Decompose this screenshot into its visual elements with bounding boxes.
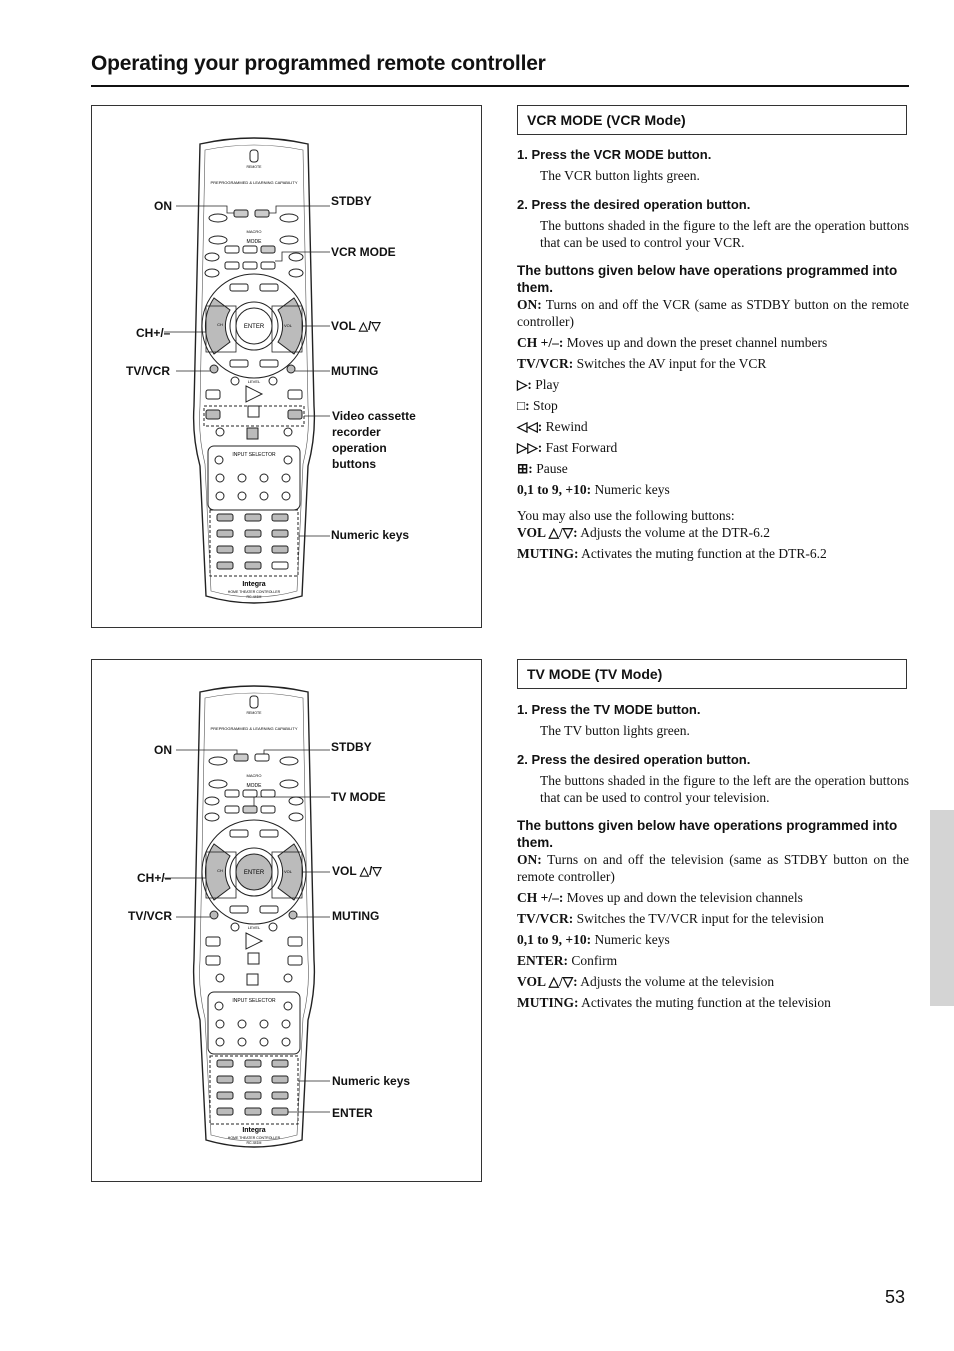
vcr-item-key: ⊞: bbox=[517, 461, 533, 476]
tv-item-desc: Confirm bbox=[568, 953, 618, 968]
vcr-item-key: ▷: bbox=[517, 377, 532, 392]
callout-numeric-tv: Numeric keys bbox=[332, 1074, 411, 1088]
remote-capability-text-tv: PREPROGRAMMED & LEARNING CAPABILITY bbox=[210, 726, 298, 731]
vcr-step2: 2. Press the desired operation button. bbox=[517, 197, 751, 212]
vcr-item-key: CH +/–: bbox=[517, 335, 564, 350]
tv-step2: 2. Press the desired operation button. bbox=[517, 752, 751, 767]
tv-remote-figure bbox=[91, 659, 482, 1182]
vcr-item-desc: Numeric keys bbox=[591, 482, 670, 497]
tv-item-desc: Adjusts the volume at the television bbox=[577, 974, 775, 989]
callout-numeric: Numeric keys bbox=[331, 528, 410, 542]
callout-vcr-ops-line1: Video cassette bbox=[332, 409, 416, 423]
model-text-tv: HOME THEATER CONTROLLER bbox=[227, 1136, 281, 1140]
callout-enter-tv: ENTER bbox=[332, 1106, 373, 1120]
enter-label-tv: ENTER bbox=[243, 870, 265, 876]
vcr-item-desc: Turns on and off the VCR (same as STDBY button on the remote controller) bbox=[517, 297, 909, 329]
callout-vcr-mode: VCR MODE bbox=[331, 245, 396, 259]
callout-ch: CH+/– bbox=[136, 326, 171, 340]
tv-programmed-heading: The buttons given below have operations programmed into them. bbox=[517, 818, 898, 850]
tv-item-key: ENTER: bbox=[517, 953, 569, 968]
callout-ch-tv: CH+/– bbox=[137, 871, 172, 885]
vcr-step1: 1. Press the VCR MODE button. bbox=[517, 147, 712, 162]
vcr-item bbox=[517, 418, 909, 435]
vcr-item-key: 0,1 to 9, +10: bbox=[517, 482, 592, 497]
tv-item-desc: Switches the TV/VCR input for the television bbox=[573, 911, 824, 926]
page-title: Operating your programmed remote controller bbox=[91, 52, 546, 75]
callout-vcr-ops-line3: operation bbox=[332, 441, 387, 455]
vcr-programmed-heading: The buttons given below have operations programmed into them. bbox=[517, 263, 898, 295]
tv-item bbox=[517, 973, 909, 990]
vcr-item bbox=[517, 439, 909, 456]
vcr-also-item bbox=[517, 524, 909, 541]
tv-item-desc: Moves up and down the television channels bbox=[563, 890, 803, 905]
vcr-item-desc: Rewind bbox=[542, 419, 588, 434]
model-number-text-tv: RC-441M bbox=[246, 1141, 262, 1145]
svg-text:LEVEL: LEVEL bbox=[247, 379, 261, 384]
svg-text:MACRO: MACRO bbox=[246, 229, 262, 234]
vcr-also-items-list bbox=[517, 524, 909, 562]
vcr-item-desc: Fast Forward bbox=[542, 440, 618, 455]
vcr-also-item-key: VOL △/▽: bbox=[517, 525, 578, 540]
tv-item-desc: Numeric keys bbox=[591, 932, 670, 947]
vcr-remote-figure bbox=[91, 105, 482, 628]
vcr-item-desc: Switches the AV input for the VCR bbox=[573, 356, 767, 371]
vcr-items-list bbox=[517, 296, 909, 498]
vcr-item-key: ▷▷: bbox=[517, 440, 543, 455]
vcr-item bbox=[517, 397, 909, 414]
callout-stdby-tv: STDBY bbox=[331, 740, 372, 754]
tv-item bbox=[517, 910, 909, 927]
tv-step2-note: The buttons shaded in the figure to the left are the operation buttons that can be used to control your television. bbox=[540, 773, 909, 805]
tv-item bbox=[517, 931, 909, 948]
vcr-also-item-key: MUTING: bbox=[517, 546, 579, 561]
callout-vol-tv: VOL △/▽ bbox=[332, 864, 382, 878]
model-number-text: RC-441M bbox=[246, 595, 262, 599]
tv-item bbox=[517, 994, 909, 1011]
callout-vcr-ops bbox=[332, 408, 416, 472]
vcr-item bbox=[517, 334, 909, 351]
vcr-section-body bbox=[517, 146, 909, 562]
callout-muting: MUTING bbox=[331, 364, 379, 378]
vcr-also-text: You may also use the following buttons: bbox=[517, 508, 735, 523]
title-rule bbox=[91, 85, 909, 87]
vcr-item-desc: Moves up and down the preset channel numbers bbox=[563, 335, 828, 350]
tv-step1-note: The TV button lights green. bbox=[540, 723, 690, 738]
brand-logo-tv: Integra bbox=[242, 1127, 266, 1134]
vcr-item-key: ON: bbox=[517, 297, 542, 312]
vcr-item-key: TV/VCR: bbox=[517, 356, 574, 371]
callout-vol: VOL △/▽ bbox=[331, 319, 381, 333]
vcr-step1-note: The VCR button lights green. bbox=[540, 168, 700, 183]
callout-stdby: STDBY bbox=[331, 194, 372, 208]
svg-text:LEVEL: LEVEL bbox=[247, 925, 261, 930]
vcr-item-key: ◁◁: bbox=[517, 419, 543, 434]
tv-item bbox=[517, 952, 909, 969]
svg-text:CH: CH bbox=[217, 868, 223, 873]
tv-item-key: ON: bbox=[517, 852, 542, 867]
brand-logo: Integra bbox=[242, 581, 266, 588]
remote-capability-text: PREPROGRAMMED & LEARNING CAPABILITY bbox=[210, 180, 298, 185]
tv-section-body bbox=[517, 701, 909, 1011]
page-number: 53 bbox=[885, 1287, 906, 1307]
vcr-item bbox=[517, 481, 909, 498]
vcr-item-desc: Pause bbox=[532, 461, 568, 476]
callout-tv-vcr-tv: TV/VCR bbox=[128, 909, 173, 923]
callout-on-tv: ON bbox=[154, 743, 172, 757]
tv-item-key: 0,1 to 9, +10: bbox=[517, 932, 592, 947]
tv-item-desc: Activates the muting function at the television bbox=[578, 995, 831, 1010]
mode-label: MODE bbox=[246, 239, 262, 245]
vol-label-tv: VOL bbox=[283, 869, 293, 874]
vcr-item-desc: Play bbox=[531, 377, 560, 392]
svg-text:MACRO: MACRO bbox=[246, 773, 262, 778]
mode-label-tv: MODE bbox=[246, 783, 262, 789]
callout-muting-tv: MUTING bbox=[332, 909, 380, 923]
vcr-item bbox=[517, 355, 909, 372]
vcr-step2-note: The buttons shaded in the figure to the left are the operation buttons that can be used to control your VCR. bbox=[540, 218, 909, 250]
vcr-also-item-desc: Activates the muting function at the DTR-6.2 bbox=[578, 546, 827, 561]
tv-step1: 1. Press the TV MODE button. bbox=[517, 702, 701, 717]
input-selector-label: INPUT SELECTOR bbox=[232, 452, 276, 458]
side-tab bbox=[930, 810, 954, 1006]
vol-label: VOL bbox=[283, 323, 293, 328]
vcr-item bbox=[517, 376, 909, 393]
vcr-section-heading: VCR MODE (VCR Mode) bbox=[517, 105, 907, 135]
vcr-item bbox=[517, 460, 909, 477]
callout-tv-vcr: TV/VCR bbox=[126, 364, 171, 378]
vcr-item-desc: Stop bbox=[529, 398, 558, 413]
svg-text:REMOTE: REMOTE bbox=[246, 165, 262, 169]
callout-vcr-ops-line2: recorder bbox=[332, 425, 381, 439]
input-selector-label-tv: INPUT SELECTOR bbox=[232, 998, 276, 1004]
vcr-item bbox=[517, 296, 909, 330]
tv-items-list bbox=[517, 851, 909, 1011]
callout-vcr-ops-line4: buttons bbox=[332, 457, 376, 471]
vcr-item-key: □: bbox=[517, 398, 530, 413]
svg-text:REMOTE: REMOTE bbox=[246, 711, 262, 715]
tv-item-desc: Turns on and off the television (same as STDBY button on the remote controller) bbox=[517, 852, 909, 884]
vcr-also-item-desc: Adjusts the volume at the DTR-6.2 bbox=[577, 525, 770, 540]
tv-item-key: MUTING: bbox=[517, 995, 579, 1010]
vcr-also-item bbox=[517, 545, 909, 562]
tv-section-heading: TV MODE (TV Mode) bbox=[517, 659, 907, 689]
tv-item bbox=[517, 889, 909, 906]
callout-tv-mode: TV MODE bbox=[331, 790, 386, 804]
enter-label: ENTER bbox=[243, 324, 265, 330]
tv-item-key: VOL △/▽: bbox=[517, 974, 578, 989]
tv-item-key: TV/VCR: bbox=[517, 911, 574, 926]
tv-item bbox=[517, 851, 909, 885]
model-text: HOME THEATER CONTROLLER bbox=[227, 590, 281, 594]
svg-text:CH: CH bbox=[217, 322, 223, 327]
tv-item-key: CH +/–: bbox=[517, 890, 564, 905]
callout-on: ON bbox=[154, 199, 172, 213]
